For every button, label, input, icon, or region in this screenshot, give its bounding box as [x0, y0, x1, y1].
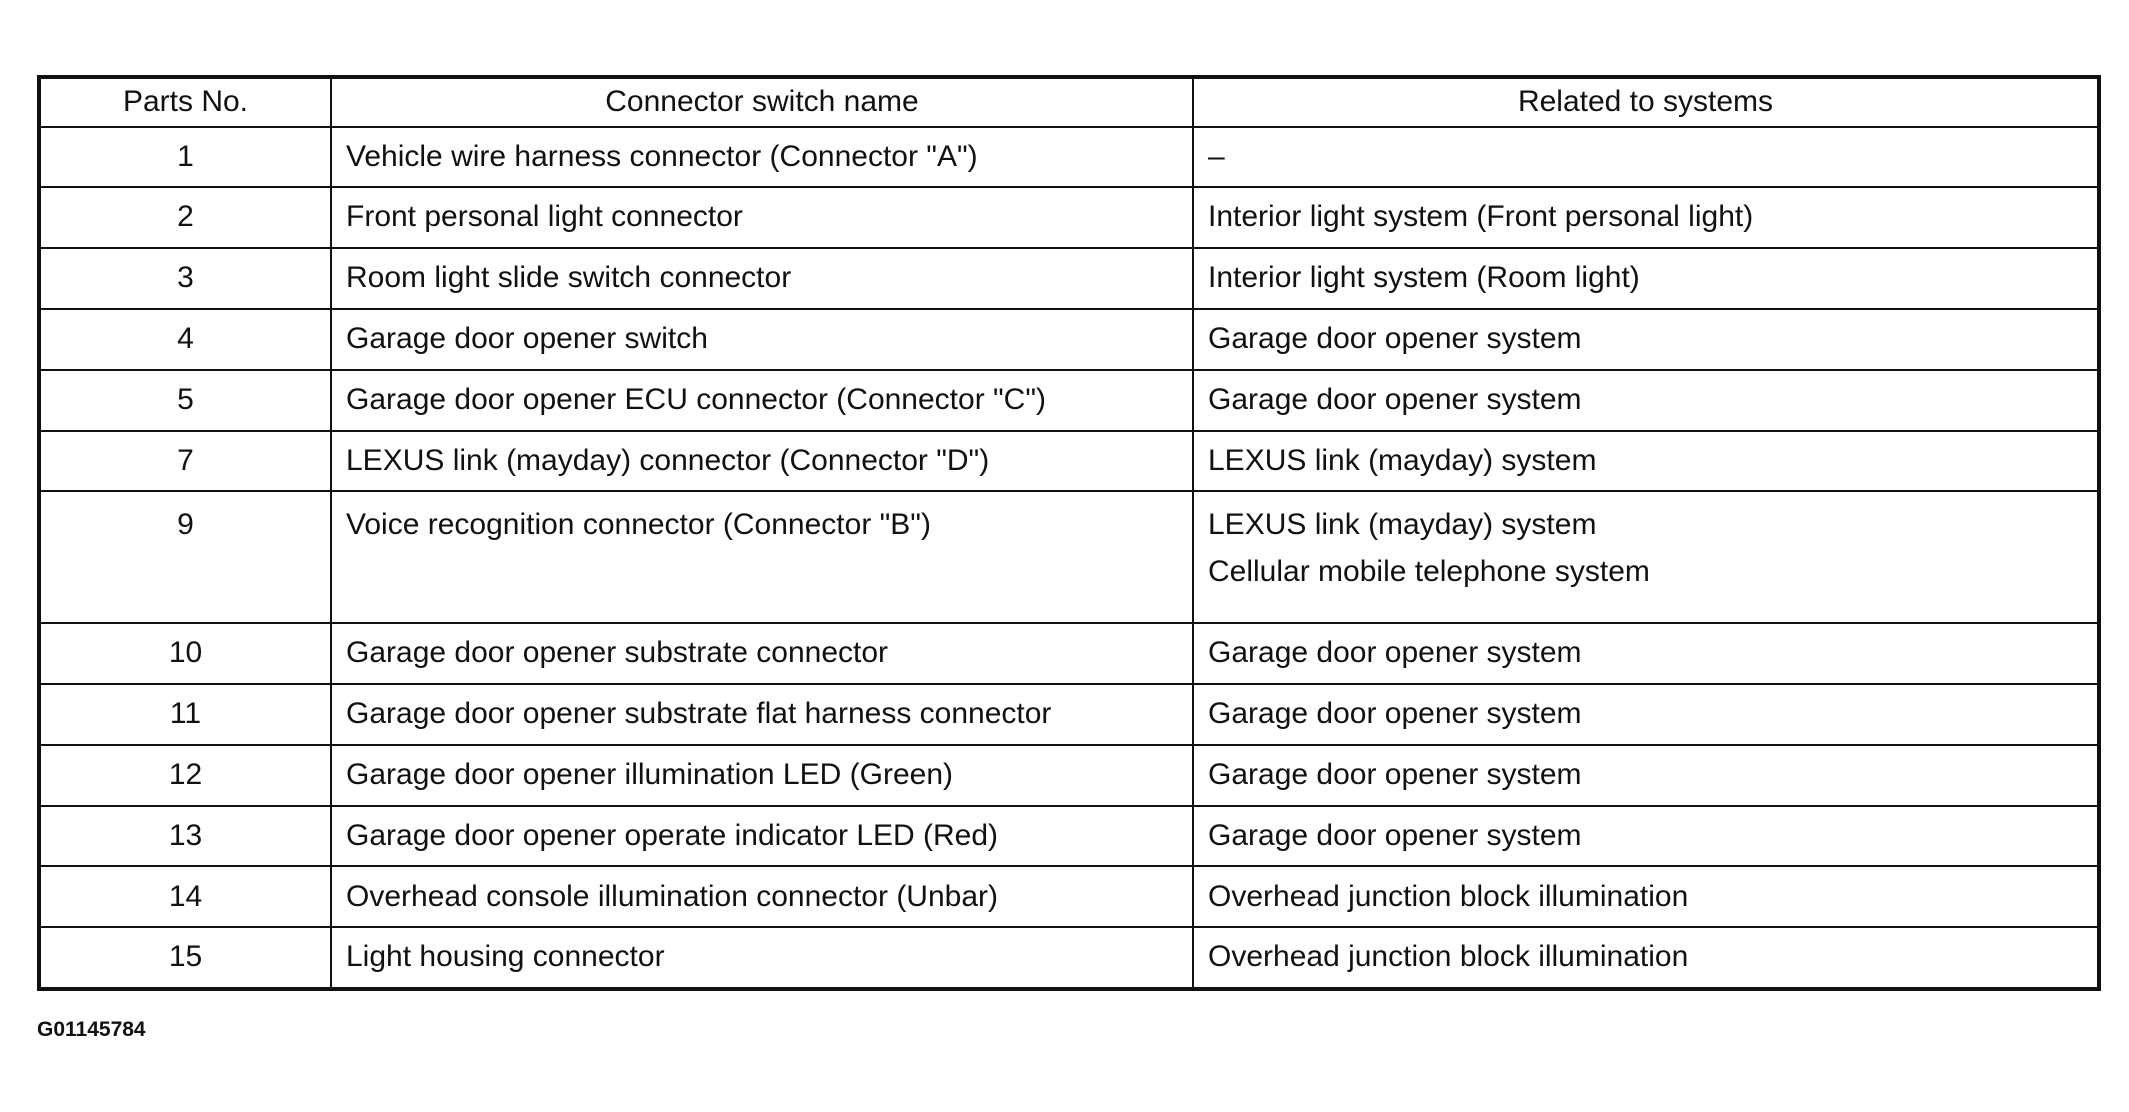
figure-id: G01145784	[37, 1018, 146, 1041]
table-row	[41, 927, 2097, 987]
connector-name-cell: Garage door opener illumination LED (Green)	[331, 745, 1193, 806]
table-row	[41, 623, 2097, 684]
connector-name-cell: LEXUS link (mayday) connector (Connector "D")	[331, 431, 1193, 492]
related-system-cell	[1193, 806, 2097, 867]
related-system-text: Overhead junction block illumination	[1208, 879, 1689, 913]
related-system-text: Garage door opener system	[1208, 322, 1582, 356]
parts-no-cell: 4	[41, 309, 331, 370]
header-parts-no: Parts No.	[41, 79, 331, 127]
parts-table-container	[37, 75, 2101, 991]
connector-name-cell: Front personal light connector	[331, 187, 1193, 248]
related-system-text: Cellular mobile telephone system	[1208, 554, 1650, 588]
connector-name-cell: Garage door opener substrate connector	[331, 623, 1193, 684]
parts-no-cell: 13	[41, 806, 331, 867]
connector-name-cell: Light housing connector	[331, 927, 1193, 987]
related-system-cell	[1193, 309, 2097, 370]
related-system-text: Interior light system (Room light)	[1208, 261, 1640, 295]
parts-no-cell: 5	[41, 370, 331, 431]
parts-no-cell: 2	[41, 187, 331, 248]
parts-no-cell: 12	[41, 745, 331, 806]
parts-no-cell: 9	[41, 491, 331, 623]
header-related-systems: Related to systems	[1193, 79, 2097, 127]
table-header-row	[41, 79, 2097, 127]
related-system-cell	[1193, 187, 2097, 248]
parts-no-cell: 11	[41, 684, 331, 745]
connector-name-cell: Vehicle wire harness connector (Connector "A")	[331, 127, 1193, 188]
table-row	[41, 684, 2097, 745]
header-connector-switch-name: Connector switch name	[331, 79, 1193, 127]
table-row	[41, 187, 2097, 248]
related-system-text: Garage door opener system	[1208, 757, 1582, 791]
related-system-cell	[1193, 127, 2097, 188]
parts-no-cell: 10	[41, 623, 331, 684]
related-system-cell	[1193, 866, 2097, 927]
related-system-cell	[1193, 248, 2097, 309]
related-system-cell	[1193, 491, 2097, 623]
related-system-text: LEXUS link (mayday) system	[1208, 508, 1597, 542]
parts-no-cell: 7	[41, 431, 331, 492]
related-system-text: Garage door opener system	[1208, 382, 1582, 416]
table-row	[41, 806, 2097, 867]
related-system-cell	[1193, 684, 2097, 745]
parts-no-cell: 3	[41, 248, 331, 309]
related-system-text: Garage door opener system	[1208, 636, 1582, 670]
connector-name-cell: Garage door opener ECU connector (Connector "C")	[331, 370, 1193, 431]
related-system-text: –	[1208, 139, 1225, 173]
related-system-text: Overhead junction block illumination	[1208, 940, 1689, 974]
parts-no-cell: 1	[41, 127, 331, 188]
parts-no-cell: 14	[41, 866, 331, 927]
related-system-cell	[1193, 927, 2097, 987]
table-row	[41, 370, 2097, 431]
table-row	[41, 431, 2097, 492]
related-system-cell	[1193, 370, 2097, 431]
related-system-cell	[1193, 431, 2097, 492]
parts-table	[41, 79, 2097, 987]
table-row	[41, 491, 2097, 623]
related-system-cell	[1193, 623, 2097, 684]
related-system-text: Interior light system (Front personal light)	[1208, 200, 1754, 234]
related-system-text: Garage door opener system	[1208, 697, 1582, 731]
parts-no-cell: 15	[41, 927, 331, 987]
table-row	[41, 127, 2097, 188]
table-row	[41, 248, 2097, 309]
connector-name-cell: Garage door opener substrate flat harness connector	[331, 684, 1193, 745]
connector-name-cell: Overhead console illumination connector (Unbar)	[331, 866, 1193, 927]
connector-name-cell: Voice recognition connector (Connector "B")	[331, 491, 1193, 623]
related-system-text: Garage door opener system	[1208, 818, 1582, 852]
table-row	[41, 866, 2097, 927]
connector-name-cell: Garage door opener operate indicator LED (Red)	[331, 806, 1193, 867]
table-row	[41, 309, 2097, 370]
connector-name-cell: Room light slide switch connector	[331, 248, 1193, 309]
table-row	[41, 745, 2097, 806]
connector-name-cell: Garage door opener switch	[331, 309, 1193, 370]
related-system-cell	[1193, 745, 2097, 806]
related-system-text: LEXUS link (mayday) system	[1208, 443, 1597, 477]
